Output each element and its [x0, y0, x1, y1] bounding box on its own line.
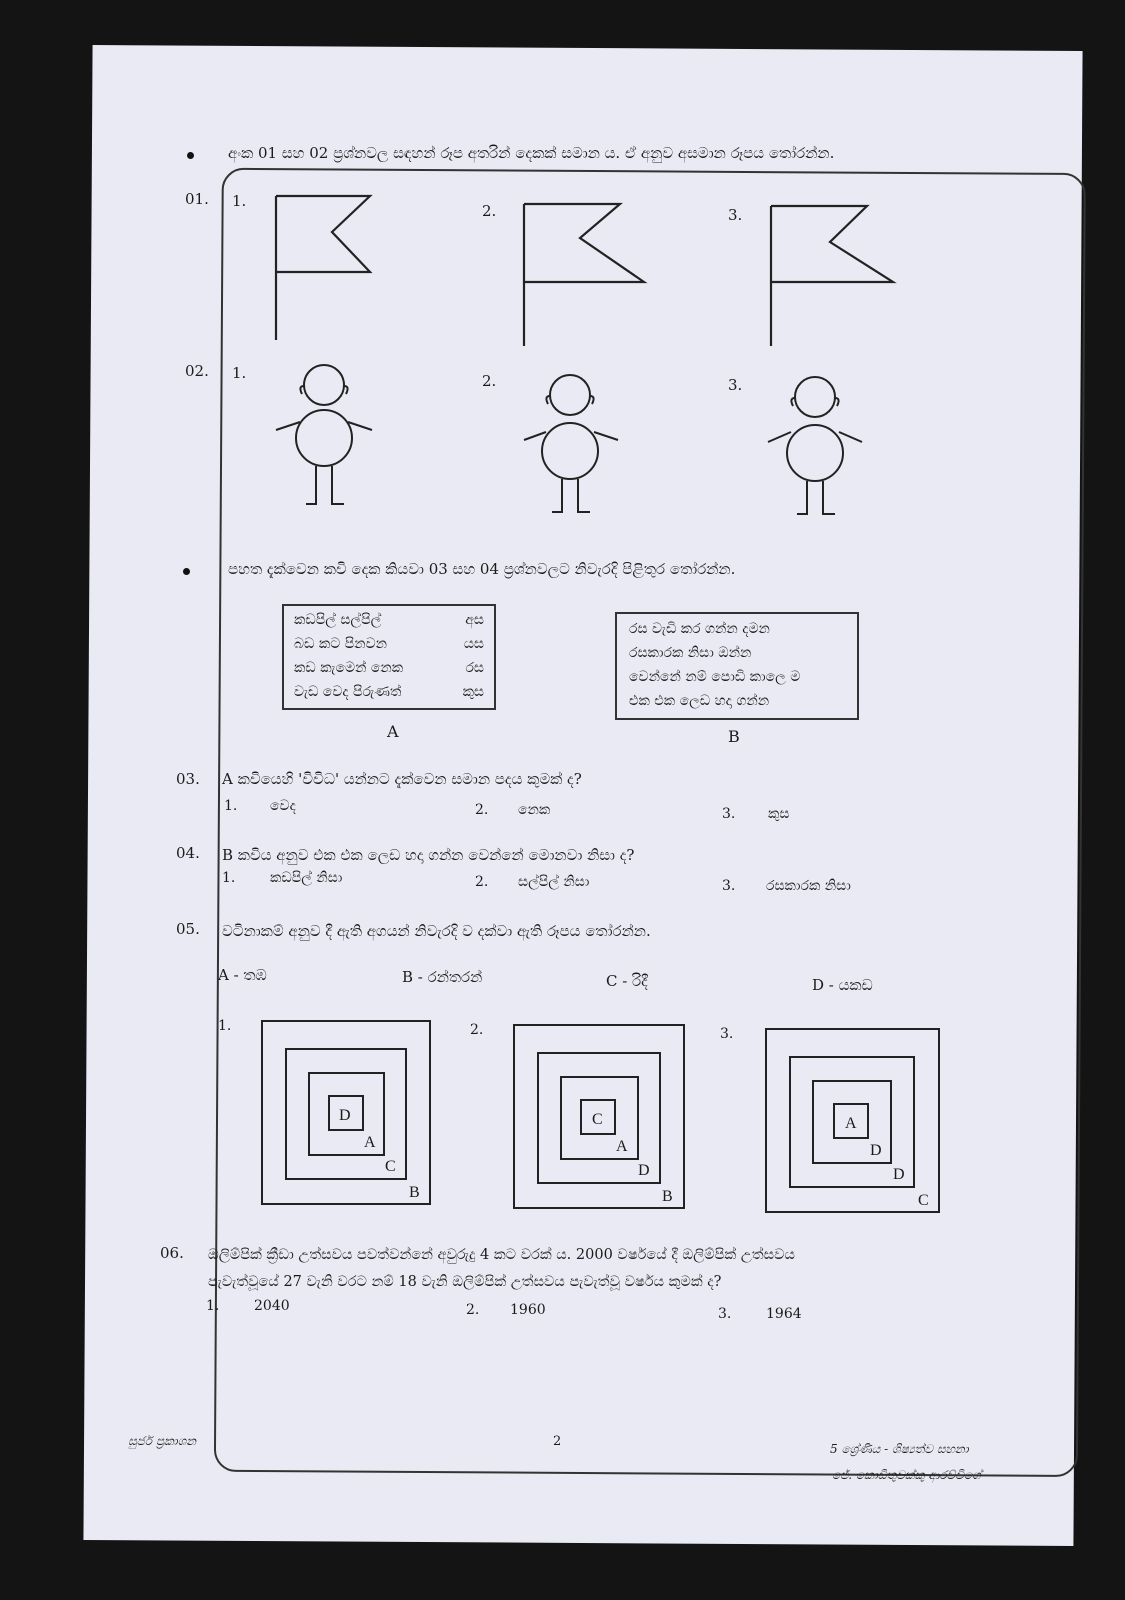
q06-opt1-num: 1.: [206, 1298, 220, 1314]
fig1-label-outer: B: [409, 1184, 420, 1201]
q06-line-1: ඔලිම්පික් ක්‍රීඩා උත්සවය පවත්වන්නේ අවුරුදු 4 කට වරක් ය. 2000 වර්ෂයේ දී ඔලිම්පික් උත්සවය: [208, 1247, 795, 1263]
q03-opt1-num: 1.: [224, 798, 238, 814]
q03-opt1-value: වෙද: [270, 798, 296, 814]
fig3-label-2: D: [870, 1142, 882, 1159]
section2-instruction: පහත දැක්වෙන කවි දෙක කියවා 03 සහ 04 ප්‍රශ්නවලට නිවැරදි පිළිතුර තෝරන්න.: [228, 560, 736, 578]
fig1-label-inner: D: [339, 1107, 351, 1124]
q01-option-1: 1.: [232, 192, 247, 210]
q06-opt1-value: 2040: [254, 1298, 290, 1314]
q04-opt2-value: සල්පිල් නිසා: [518, 874, 590, 890]
q02-option-3: 3.: [728, 376, 743, 394]
poem-a-line: වැඩ වෙද පිරුණත් කුස: [294, 684, 484, 700]
poem-a-line: කඩ කැමෙන් නෙක රස: [294, 660, 484, 676]
q03-opt3-num: 3.: [722, 806, 736, 822]
q05-value-d: D - යකඩ: [812, 976, 873, 994]
q06-opt3-value: 1964: [766, 1306, 802, 1322]
q05-fig3-num: 3.: [720, 1026, 734, 1042]
q04-text: B කවිය අනුව එක එක ලෙඩ හදා ගන්න වෙන්නේ මොනවා නිසා ද?: [222, 846, 635, 864]
q04-opt2-num: 2.: [475, 874, 489, 890]
q04-number: 04.: [176, 844, 200, 862]
poem-b-line: රසකාරක නිසා ඔන්න: [629, 645, 752, 661]
poem-a-label: A: [387, 722, 399, 741]
q05-text: වටිනාකම් අනුව දී ඇති අගයන් නිවැරදි ව දක්වා ඇති රූපය තෝරන්න.: [222, 922, 651, 940]
q02-number: 02.: [185, 362, 209, 380]
poem-a-line: බඩ කට පිනවන යස: [294, 636, 484, 652]
poem-b-line: එක එක ලෙඩ හදා ගන්න: [629, 693, 770, 709]
fig2-label-3: D: [638, 1162, 650, 1179]
q06-opt2-num: 2.: [466, 1302, 480, 1318]
poem-a-line: කඩපිල් සල්පිල් අස: [294, 612, 484, 628]
q06-opt3-num: 3.: [718, 1306, 732, 1322]
fig2-label-2: A: [616, 1138, 628, 1155]
q05-value-b: B - රන්තරන්: [402, 968, 483, 986]
q05-value-a: A - තඹ: [218, 966, 267, 984]
q03-text: A කවියෙහි 'විවිධ' යන්නට දැක්වෙන සමාන පදය කුමක් ද?: [222, 770, 582, 788]
q04-opt3-num: 3.: [722, 878, 736, 894]
footer-author: ජේ. කොඩිතුවක්කු ආරච්චිගේ: [832, 1468, 981, 1482]
q02-option-2: 2.: [482, 372, 497, 390]
poem-b-label: B: [728, 727, 740, 746]
q02-option-1: 1.: [232, 364, 247, 382]
fig3-label-outer: C: [918, 1192, 929, 1209]
q05-fig1-num: 1.: [218, 1018, 232, 1034]
fig3-label-3: D: [893, 1166, 905, 1183]
q04-opt1-num: 1.: [222, 870, 236, 886]
q04-opt3-value: රසකාරක නිසා: [766, 878, 851, 894]
q05-value-c: C - රිදී: [606, 972, 648, 990]
q06-number: 06.: [160, 1244, 184, 1262]
q03-opt2-value: නෙක: [518, 802, 551, 818]
q01-number: 01.: [185, 190, 209, 208]
fig1-label-2: A: [364, 1134, 376, 1151]
q04-opt1-value: කඩපිල් නිසා: [270, 870, 343, 886]
footer-publisher: සුජර් ප්‍රකාශන: [128, 1434, 196, 1448]
poem-b-line: රස වැඩි කර ගන්න දමන: [629, 621, 770, 637]
fig3-label-inner: A: [845, 1115, 857, 1132]
q06-line-2: පැවැත්වූයේ 27 වැනි වරට නම් 18 වැනි ඔලිම්පික් උත්සවය පැවැත්වූ වර්ෂය කුමක් ද?: [208, 1274, 722, 1290]
page-number: 2: [553, 1434, 562, 1449]
poem-b-line: වෙන්නේ නම් පොඩි කාලෙ ම: [629, 669, 801, 685]
fig1-label-3: C: [385, 1158, 396, 1175]
q06-opt2-value: 1960: [510, 1302, 546, 1318]
q01-option-2: 2.: [482, 202, 497, 220]
q03-opt2-num: 2.: [475, 802, 489, 818]
section1-instruction: අංක 01 සහ 02 ප්‍රශ්නවල සඳහන් රූප අතරින් දෙකක් සමාන ය. ඒ අනුව අසමාන රූපය තෝරන්න.: [228, 144, 835, 162]
q03-opt3-value: කුස: [768, 806, 790, 822]
fig2-label-inner: C: [592, 1111, 603, 1128]
footer-grade: 5 ශ්‍රේණිය - ශිෂ්‍යත්ව සහනා: [830, 1442, 969, 1456]
q05-fig2-num: 2.: [470, 1022, 484, 1038]
fig2-label-outer: B: [662, 1188, 673, 1205]
q03-number: 03.: [176, 770, 200, 788]
q05-number: 05.: [176, 920, 200, 938]
q01-option-3: 3.: [728, 206, 743, 224]
